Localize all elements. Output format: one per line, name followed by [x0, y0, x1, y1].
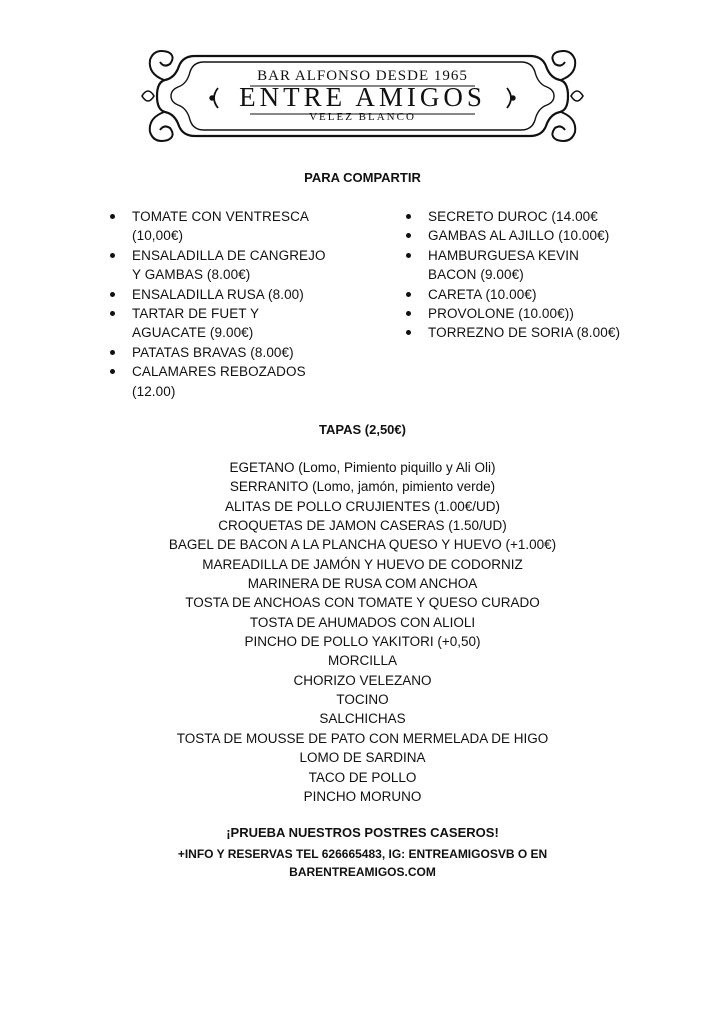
- menu-item: [406, 207, 666, 226]
- menu-item: [406, 323, 666, 342]
- menu-item-text: PROVOLONE (10.00€)): [428, 306, 574, 322]
- tapa-item: MARINERA DE RUSA COM ANCHOA: [247, 576, 478, 592]
- menu-item: [406, 285, 666, 304]
- menu-item-text: Y GAMBAS (8.00€): [132, 267, 251, 283]
- tapa-item: BAGEL DE BACON A LA PLANCHA QUESO Y HUEVO (+1.00€): [168, 537, 557, 553]
- tapa-item: TOSTA DE MOUSSE DE PATO CON MERMELADA DE HIGO: [176, 730, 549, 746]
- compartir-left-list: [110, 207, 370, 401]
- section-heading-tapas: TAPAS (2,50€): [319, 422, 406, 437]
- menu-item: [110, 304, 370, 343]
- tapa-item: TOSTA DE AHUMADOS CON ALIOLI: [249, 614, 476, 630]
- restaurant-logo: [140, 40, 585, 152]
- menu-item-text: AGUACATE (9.00€): [132, 325, 254, 341]
- tapa-item: SALCHICHAS: [319, 711, 406, 727]
- tapa-item: SERRANITO (Lomo, jamón, pimiento verde): [229, 479, 496, 495]
- tapa-item: MORCILLA: [327, 653, 398, 669]
- tapa-item: PINCHO MORUNO: [303, 788, 422, 804]
- tapa-item: ALITAS DE POLLO CRUJIENTES (1.00€/UD): [224, 498, 501, 514]
- menu-item-text: BACON (9.00€): [428, 267, 524, 283]
- menu-item-text: ENSALADILLA DE CANGREJO: [132, 247, 326, 263]
- tapa-item: MAREADILLA DE JAMÓN Y HUEVO DE CODORNIZ: [202, 556, 523, 572]
- promo-text: ¡PRUEBA NUESTROS POSTRES CASEROS!: [226, 825, 499, 840]
- menu-item: [110, 246, 370, 285]
- tapa-item: TOCINO: [336, 692, 389, 708]
- menu-item: [110, 343, 370, 362]
- menu-item-text: SECRETO DUROC (14.00€: [428, 209, 598, 224]
- menu-item: [406, 226, 666, 245]
- menu-item-text: HAMBURGUESA KEVIN: [428, 247, 579, 263]
- menu-item-text: (12.00): [132, 383, 176, 399]
- logo-location: VELEZ BLANCO: [309, 111, 416, 123]
- menu-item-text: TARTAR DE FUET Y: [132, 306, 260, 322]
- menu-item-text: TOMATE CON VENTRESCA: [132, 209, 310, 224]
- tapas-list: [0, 458, 725, 806]
- tapa-item: TOSTA DE ANCHOAS CON TOMATE Y QUESO CURADO: [185, 595, 540, 611]
- logo-subtitle: BAR ALFONSO DESDE 1965: [257, 68, 468, 84]
- menu-item: [406, 246, 666, 285]
- menu-item-text: ENSALADILLA RUSA (8.00): [132, 286, 304, 302]
- logo-title: ENTRE AMIGOS: [239, 82, 486, 112]
- menu-item: [110, 285, 370, 304]
- menu-item-text: CARETA (10.00€): [428, 286, 537, 302]
- menu-item: [406, 304, 666, 323]
- menu-item: [110, 362, 370, 401]
- menu-item-text: PATATAS BRAVAS (8.00€): [132, 344, 294, 360]
- menu-item-text: GAMBAS AL AJILLO (10.00€): [428, 228, 610, 244]
- tapa-item: TACO DE POLLO: [308, 769, 417, 785]
- section-heading-para-compartir: PARA COMPARTIR: [304, 170, 421, 185]
- tapa-item: LOMO DE SARDINA: [299, 750, 426, 766]
- contact-info-line-2: BARENTREAMIGOS.COM: [289, 865, 436, 879]
- menu-item-text: (10,00€): [132, 228, 184, 244]
- compartir-right-list: [406, 207, 666, 343]
- tapa-item: CHORIZO VELEZANO: [293, 672, 432, 688]
- menu-item-text: CALAMARES REBOZADOS: [132, 364, 306, 380]
- tapa-item: PINCHO DE POLLO YAKITORI (+0,50): [244, 634, 481, 650]
- tapa-item: CROQUETAS DE JAMON CASERAS (1.50/UD): [218, 518, 507, 534]
- contact-info-line-1: +INFO Y RESERVAS TEL 626665483, IG: ENTREAMIGOSVB O EN: [177, 847, 548, 861]
- tapa-item: EGETANO (Lomo, Pimiento piquillo y Ali Oli): [229, 460, 496, 475]
- menu-item-text: TORREZNO DE SORIA (8.00€): [428, 325, 621, 341]
- menu-item: [110, 207, 370, 246]
